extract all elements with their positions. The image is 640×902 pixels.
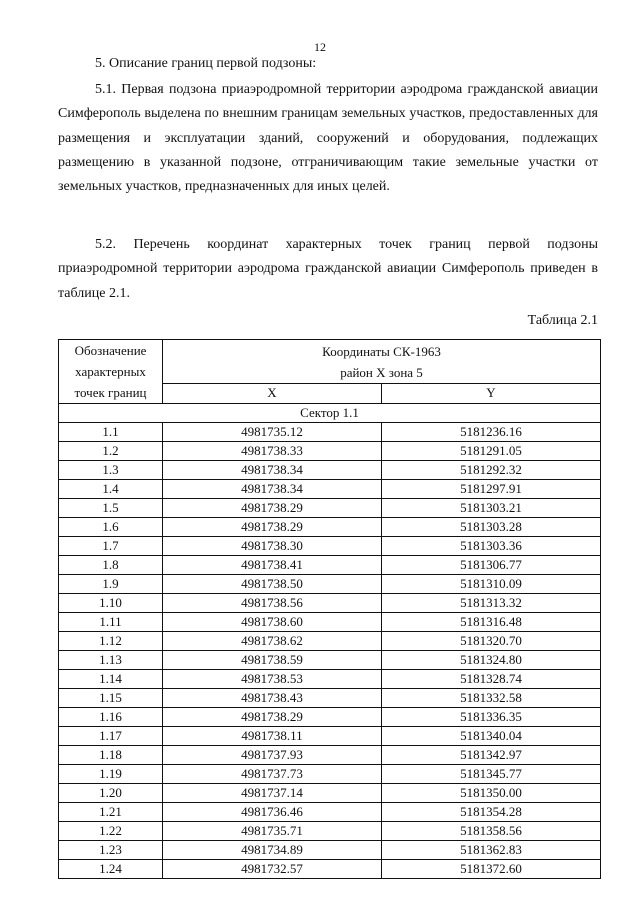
cell-point: 1.1: [59, 423, 163, 442]
cell-y: 5181291.05: [382, 442, 601, 461]
cell-y: 5181354.28: [382, 803, 601, 822]
cell-point: 1.5: [59, 499, 163, 518]
cell-point: 1.6: [59, 518, 163, 537]
cell-x: 4981736.46: [163, 803, 382, 822]
cell-point: 1.17: [59, 727, 163, 746]
cell-point: 1.11: [59, 613, 163, 632]
cell-point: 1.10: [59, 594, 163, 613]
cell-y: 5181236.16: [382, 423, 601, 442]
table-row: [59, 594, 601, 613]
cell-y: 5181316.48: [382, 613, 601, 632]
table-row: [59, 461, 601, 480]
table-row: [59, 499, 601, 518]
cell-y: 5181303.36: [382, 537, 601, 556]
cell-x: 4981738.11: [163, 727, 382, 746]
table-row: [59, 556, 601, 575]
table-body: [59, 404, 601, 879]
cell-x: 4981737.73: [163, 765, 382, 784]
sector-label: Сектор 1.1: [59, 404, 601, 423]
cell-x: 4981738.29: [163, 708, 382, 727]
cell-x: 4981735.12: [163, 423, 382, 442]
table-row: [59, 841, 601, 860]
cell-point: 1.12: [59, 632, 163, 651]
header-x: X: [163, 384, 382, 404]
cell-y: 5181328.74: [382, 670, 601, 689]
cell-x: 4981738.30: [163, 537, 382, 556]
table-row: [59, 803, 601, 822]
cell-x: 4981735.71: [163, 822, 382, 841]
header-coordinate-system: [163, 340, 601, 384]
cell-point: 1.13: [59, 651, 163, 670]
cell-y: 5181372.60: [382, 860, 601, 879]
cell-y: 5181358.56: [382, 822, 601, 841]
cell-y: 5181324.80: [382, 651, 601, 670]
cell-x: 4981738.60: [163, 613, 382, 632]
cell-y: 5181297.91: [382, 480, 601, 499]
cell-point: 1.9: [59, 575, 163, 594]
cell-point: 1.16: [59, 708, 163, 727]
cell-y: 5181340.04: [382, 727, 601, 746]
table-row: [59, 822, 601, 841]
cell-y: 5181332.58: [382, 689, 601, 708]
cell-x: 4981738.62: [163, 632, 382, 651]
table-row: [59, 537, 601, 556]
cell-x: 4981732.57: [163, 860, 382, 879]
cell-point: 1.19: [59, 765, 163, 784]
cell-y: 5181313.32: [382, 594, 601, 613]
cell-point: 1.7: [59, 537, 163, 556]
cell-y: 5181336.35: [382, 708, 601, 727]
cell-y: 5181320.70: [382, 632, 601, 651]
cell-x: 4981737.93: [163, 746, 382, 765]
table-row: [59, 727, 601, 746]
table-row: [59, 575, 601, 594]
cell-y: 5181362.83: [382, 841, 601, 860]
cell-point: 1.22: [59, 822, 163, 841]
cell-point: 1.14: [59, 670, 163, 689]
header-zone: район X зона 5: [340, 364, 423, 380]
cell-y: 5181342.97: [382, 746, 601, 765]
table-row: [59, 442, 601, 461]
cell-y: 5181303.21: [382, 499, 601, 518]
cell-y: 5181292.32: [382, 461, 601, 480]
table-row: [59, 651, 601, 670]
cell-x: 4981738.29: [163, 518, 382, 537]
table-row: [59, 784, 601, 803]
cell-x: 4981738.29: [163, 499, 382, 518]
table-row: [59, 480, 601, 499]
table-row: [59, 689, 601, 708]
table-row: [59, 632, 601, 651]
paragraph-5-2: 5.2. Перечень координат характерных точек границ первой подзоны приаэродромной территории аэродрома гражданской авиации Симферополь приведен в таблице 2.1.: [58, 237, 598, 301]
header-y: Y: [382, 384, 601, 404]
table-row: [59, 518, 601, 537]
cell-x: 4981737.14: [163, 784, 382, 803]
sector-row: [59, 404, 601, 423]
table-row: [59, 708, 601, 727]
cell-x: 4981738.43: [163, 689, 382, 708]
cell-x: 4981738.56: [163, 594, 382, 613]
cell-point: 1.2: [59, 442, 163, 461]
cell-x: 4981738.50: [163, 575, 382, 594]
cell-x: 4981738.41: [163, 556, 382, 575]
cell-y: 5181350.00: [382, 784, 601, 803]
cell-y: 5181345.77: [382, 765, 601, 784]
cell-point: 1.21: [59, 803, 163, 822]
section-heading: 5. Описание границ первой подзоны:: [95, 56, 317, 71]
header-coord-system-name: Координаты СК-1963: [322, 343, 441, 359]
cell-x: 4981738.34: [163, 480, 382, 499]
page-number: 12: [314, 40, 326, 54]
cell-x: 4981738.59: [163, 651, 382, 670]
cell-x: 4981734.89: [163, 841, 382, 860]
table-row: [59, 670, 601, 689]
cell-point: 1.23: [59, 841, 163, 860]
cell-x: 4981738.53: [163, 670, 382, 689]
table-row: [59, 765, 601, 784]
table-row: [59, 423, 601, 442]
cell-point: 1.18: [59, 746, 163, 765]
header-point-label: Обозначение характерных точек границ: [59, 340, 163, 404]
cell-point: 1.15: [59, 689, 163, 708]
table-row: [59, 746, 601, 765]
coordinates-table: [58, 339, 601, 879]
cell-point: 1.8: [59, 556, 163, 575]
paragraph-5-1: 5.1. Первая подзона приаэродромной территории аэродрома гражданской авиации Симферополь выделена по внешним границам земельных участков, предоставленных для размещения и эксплуатации зданий, сооружений и оборудования, подлежащих размещению в указанной подзоне, отграничивающим такие земельные участки от земельных участков, предназначенных для иных целей.: [58, 82, 598, 195]
cell-y: 5181303.28: [382, 518, 601, 537]
table-caption: Таблица 2.1: [527, 313, 598, 328]
cell-y: 5181306.77: [382, 556, 601, 575]
table-row: [59, 613, 601, 632]
cell-point: 1.4: [59, 480, 163, 499]
cell-point: 1.20: [59, 784, 163, 803]
cell-x: 4981738.34: [163, 461, 382, 480]
table-row: [59, 860, 601, 879]
cell-point: 1.24: [59, 860, 163, 879]
cell-x: 4981738.33: [163, 442, 382, 461]
cell-y: 5181310.09: [382, 575, 601, 594]
cell-point: 1.3: [59, 461, 163, 480]
